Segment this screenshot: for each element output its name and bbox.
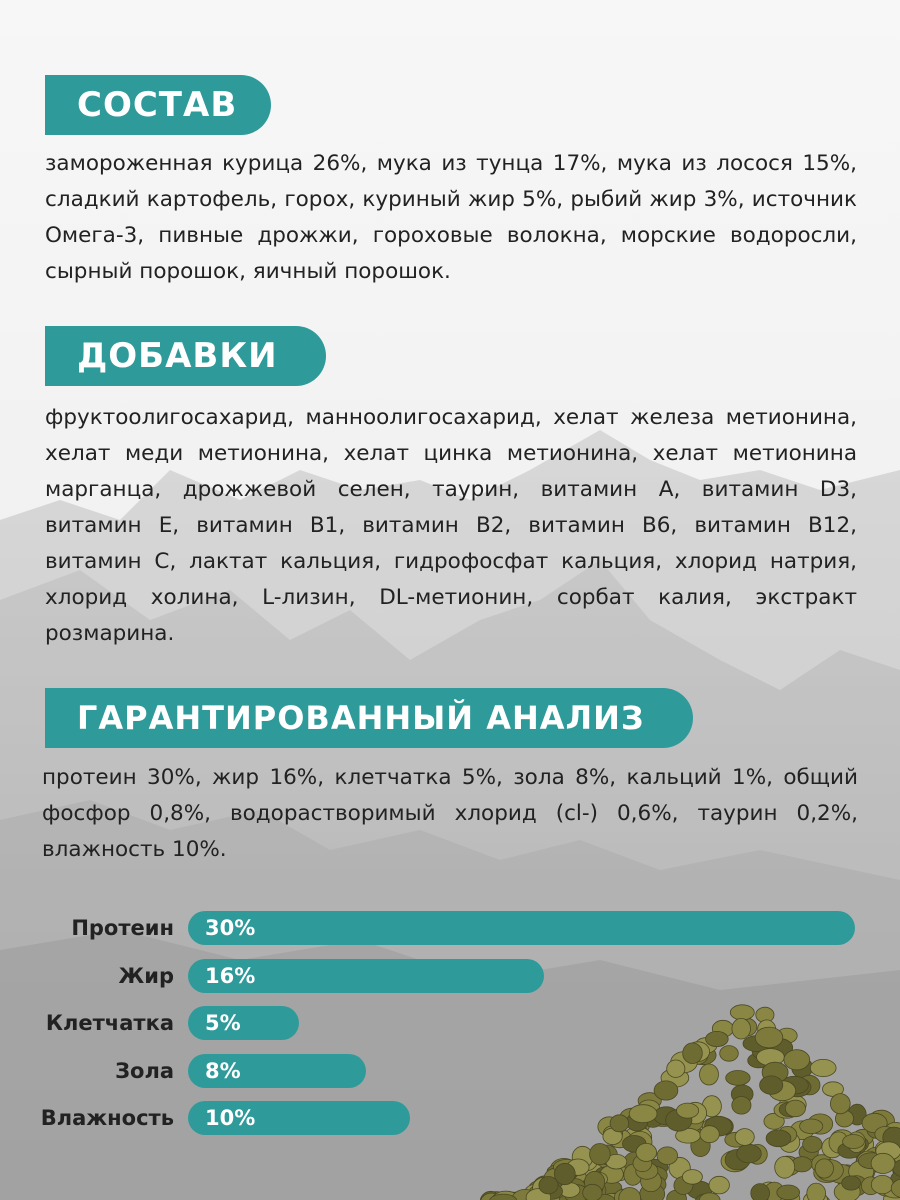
section-header-additives: ДОБАВКИ (45, 326, 326, 386)
bar-label-2: Клетчатка (45, 1011, 174, 1035)
bar-value-label-4: 10% (205, 1106, 256, 1130)
bar-value-label-0: 30% (205, 916, 256, 940)
section-header-composition: СОСТАВ (45, 75, 271, 135)
bar-value-label-1: 16% (205, 964, 256, 988)
kibble-pile-image (470, 990, 900, 1200)
bar-label-0: Протеин (71, 916, 174, 940)
bar-label-3: Зола (115, 1059, 174, 1083)
bar-label-4: Влажность (40, 1106, 174, 1130)
composition-text: замороженная курица 26%, мука из тунца 17%, мука из лосося 15%, сладкий картофель, горох, куриный жир 5%, рыбий жир 3%, источник Омега-3, пивные дрожжи, гороховые волокна, морские водоросли, сырный порошок, яичный порошок. (45, 151, 857, 284)
bar-0 (188, 911, 855, 945)
bar-label-1: Жир (118, 964, 174, 988)
analysis-text: протеин 30%, жир 16%, клетчатка 5%, зола 8%, кальций 1%, общий фосфор 0,8%, водорастворимый хлорид (cl-) 0,6%, таурин 0,2%, влажность 10%. (42, 765, 858, 862)
additives-text: фруктоолигосахарид, манноолигосахарид, хелат железа метионина, хелат меди метионина, хелат цинка метионина, хелат метионина марганца, дрожжевой селен, таурин, витамин А, витамин D3, витамин E, витамин B1, витамин B2, витамин B6, витамин B12, витамин С, лактат кальция, гидрофосфат кальция, хлорид натрия, хлорид холина, L-лизин, DL-метионин, сорбат калия, экстракт розмарина. (45, 405, 857, 646)
bar-value-label-3: 8% (205, 1059, 241, 1083)
section-header-analysis: ГАРАНТИРОВАННЫЙ АНАЛИЗ (45, 688, 693, 748)
bar-value-label-2: 5% (205, 1011, 241, 1035)
